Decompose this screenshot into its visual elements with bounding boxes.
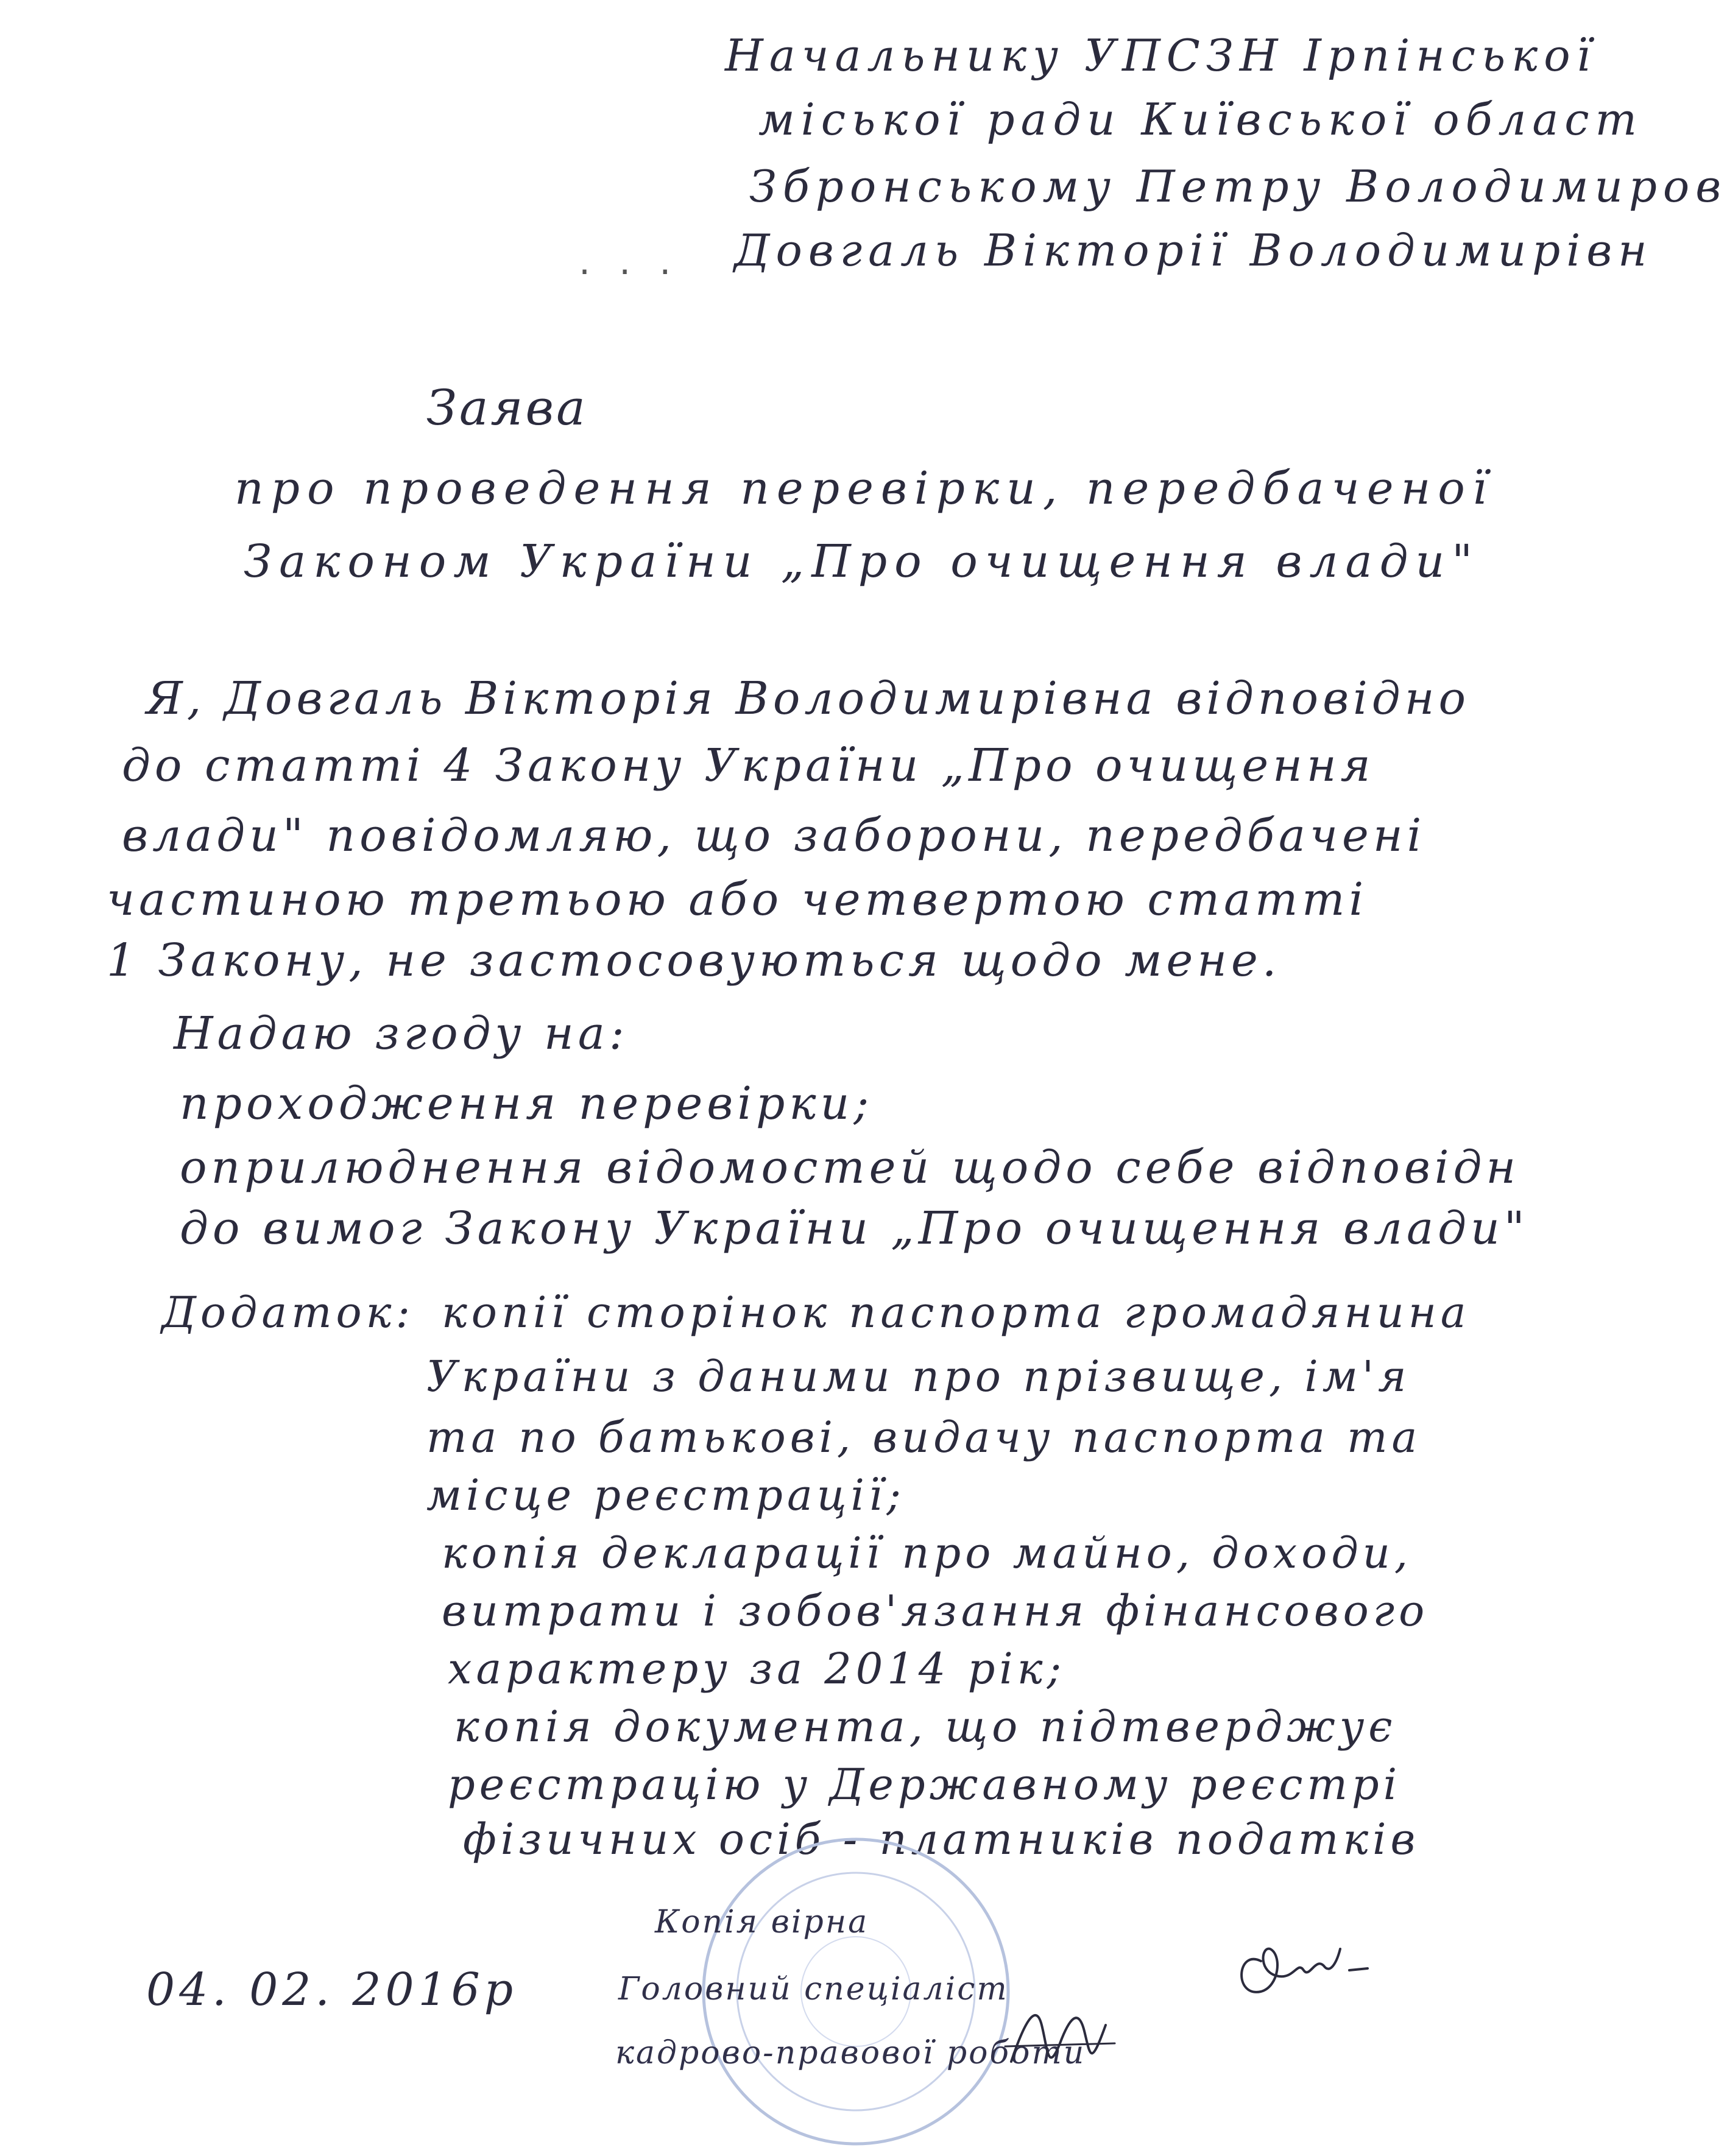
statement-line-4: частиною третьою або четвертою статті — [107, 873, 1368, 926]
statement-line-2: до статті 4 Закону України „Про очищення — [122, 739, 1375, 792]
certification-line-1: Копія вірна — [655, 1904, 869, 1940]
appendix-line-5: копія декларації про майно, доходи, — [442, 1528, 1413, 1578]
certification-line-2: Головний спеціаліст — [618, 1971, 1009, 2007]
addressee-line-1: Начальнику УПСЗН Ірпінської — [725, 30, 1597, 81]
appendix-line-2: України з даними про прізвище, ім'я — [426, 1351, 1411, 1401]
applicant-signature — [1224, 1912, 1383, 2016]
addressee-line-3: Збронському Петру Володимиров — [749, 161, 1727, 212]
dots-mark: . . . — [579, 241, 680, 283]
consent-line-1: проходження перевірки; — [180, 1077, 874, 1130]
subtitle-line-1: про проведення перевірки, передбаченої — [235, 462, 1494, 515]
appendix-line-1: копії сторінок паспорта громадянина — [442, 1288, 1471, 1337]
appendix-line-7: характеру за 2014 рік; — [448, 1644, 1066, 1694]
consent-line-3: до вимог Закону України „Про очищення влади" — [180, 1202, 1529, 1255]
appendix-label: Додаток: — [161, 1288, 415, 1337]
consent-line-2: оприлюднення відомостей щодо себе відповідн — [180, 1141, 1520, 1194]
statement-line-1: Я, Довгаль Вікторія Володимирівна відповідно — [146, 672, 1470, 725]
appendix-line-8: копія документа, що підтверджує — [454, 1702, 1397, 1752]
consent-heading: Надаю згоду на: — [174, 1007, 629, 1060]
addressee-line-2: міської ради Київської област — [758, 94, 1643, 145]
appendix-line-10: фізичних осіб - платників податків — [463, 1814, 1420, 1864]
statement-line-5: 1 Закону, не застосовуються щодо мене. — [107, 934, 1281, 987]
appendix-line-3: та по батькові, видачу паспорта та — [426, 1412, 1422, 1462]
appendix-line-6: витрати і зобов'язання фінансового — [442, 1586, 1429, 1636]
appendix-line-9: реєстрацію у Державному реєстрі — [448, 1760, 1402, 1809]
date: 04. 02. 2016р — [146, 1964, 518, 2016]
statement-line-3: влади" повідомляю, що заборони, передбачені — [122, 809, 1426, 862]
certification-line-3: кадрово-правової роботи — [615, 2035, 1086, 2071]
subtitle-line-2: Законом України „Про очищення влади" — [244, 535, 1480, 588]
appendix-line-4: місце реєстрації; — [426, 1470, 905, 1520]
certification-signature — [999, 1989, 1121, 2080]
addressee-line-4: Довгаль Вікторії Володимирівн — [734, 225, 1653, 276]
document-title: Заява — [426, 379, 588, 436]
